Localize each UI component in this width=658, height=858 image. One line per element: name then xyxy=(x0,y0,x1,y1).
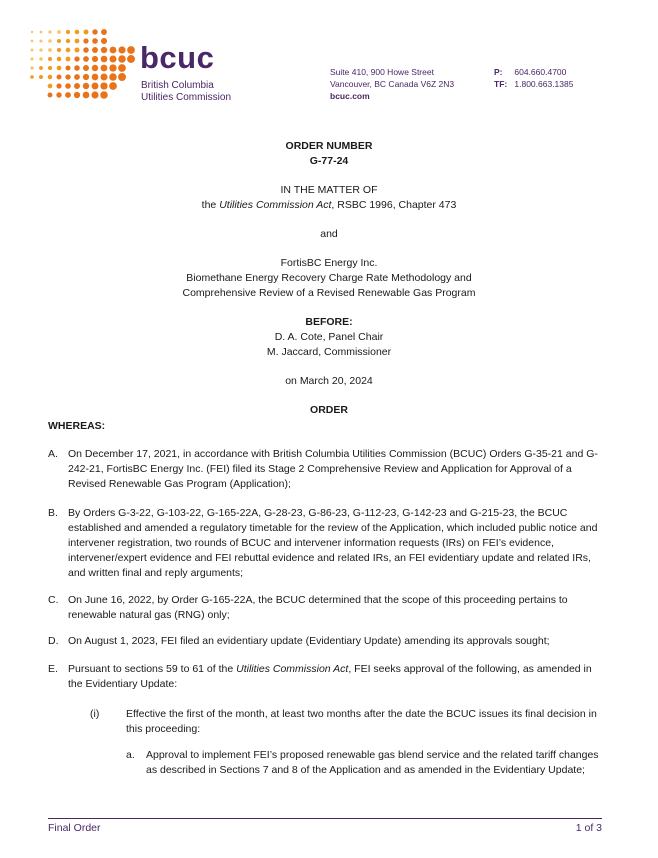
logo-dot xyxy=(56,92,61,97)
logo-dot xyxy=(48,30,51,33)
phone-number: 604.660.4700 xyxy=(514,67,567,77)
logo-dot xyxy=(92,74,99,81)
brand-line2: Utilities Commission xyxy=(141,92,232,103)
logo-dot xyxy=(109,55,116,62)
logo-dot xyxy=(109,64,116,71)
brand-subtitle xyxy=(141,80,231,104)
logo-dot xyxy=(31,31,33,33)
logo-dot xyxy=(83,65,89,71)
brand-name: bcuc xyxy=(140,40,215,75)
logo-dot xyxy=(83,29,88,34)
logo-dot xyxy=(66,57,71,62)
address-line1: Suite 410, 900 Howe Street xyxy=(330,67,434,77)
logo-dot xyxy=(91,91,98,98)
matter-line1: IN THE MATTER OF xyxy=(280,184,378,196)
matter-act: Utilities Commission Act xyxy=(219,199,332,211)
order-number: G-77-24 xyxy=(309,155,349,167)
item-text-act: Utilities Commission Act xyxy=(236,663,349,675)
logo-dot xyxy=(92,38,98,44)
whereas-item-b xyxy=(48,506,608,581)
applicant: FortisBC Energy Inc. xyxy=(280,257,378,269)
logo-dot xyxy=(57,66,62,71)
subsub-item-text: Approval to implement FEI’s proposed renewable gas blend service and the related tariff changes as described in Sections 7 and 8 of the Application and as amended in the Evidentiary Update; xyxy=(146,749,599,776)
item-text: On August 1, 2023, FEI filed an evidentiary update (Evidentiary Update) amending its approvals sought; xyxy=(68,635,550,647)
logo-dot xyxy=(118,64,126,72)
logo-dot xyxy=(39,75,43,79)
order-heading: ORDER xyxy=(310,404,348,416)
item-letter: C. xyxy=(48,594,59,606)
matter-prefix: the xyxy=(201,199,220,211)
whereas-item-e xyxy=(48,662,608,692)
item-text: On June 16, 2022, by Order G-165-22A, the BCUC determined that the scope of this proceeding pertains to renewable natural gas (RNG) only; xyxy=(68,594,568,621)
logo-dot xyxy=(74,74,80,80)
logo-dot xyxy=(39,57,43,61)
whereas-item-a xyxy=(48,447,608,492)
matter-suffix: , RSBC 1996, Chapter 473 xyxy=(331,199,457,211)
logo-dot xyxy=(48,66,52,70)
footer-divider xyxy=(48,818,602,819)
logo-dot xyxy=(56,83,61,88)
whereas-label: WHEREAS: xyxy=(48,420,106,432)
logo-dot xyxy=(65,65,70,70)
address-block xyxy=(330,66,454,102)
phone-label: P: xyxy=(494,67,503,77)
logo-dot xyxy=(75,30,80,35)
subject-line2: Comprehensive Review of a Revised Renewable Gas Program xyxy=(182,287,476,299)
logo-dot xyxy=(66,48,71,53)
logo-dot xyxy=(100,73,107,80)
sub-item-number: (i) xyxy=(90,708,100,720)
subsub-item-number: a. xyxy=(126,749,135,761)
logo-dot xyxy=(74,83,80,89)
logo-dot xyxy=(31,40,34,43)
item-letter: B. xyxy=(48,507,58,519)
logo-dot xyxy=(74,92,80,98)
logo-dot xyxy=(57,48,61,52)
logo-dot xyxy=(57,57,61,61)
logo-dot xyxy=(92,83,99,90)
logo-dot xyxy=(74,47,79,52)
logo-dot xyxy=(48,75,52,79)
logo-dot xyxy=(74,56,79,61)
logo-dot xyxy=(57,30,61,34)
item-letter: D. xyxy=(48,635,59,647)
logo-dot xyxy=(83,74,89,80)
footer-label: Final Order xyxy=(48,822,101,834)
order-date: on March 20, 2024 xyxy=(285,375,373,387)
page-number: 1 of 3 xyxy=(575,822,602,834)
logo-dot xyxy=(83,92,90,99)
logo-dot xyxy=(57,75,62,80)
sub-item-text: Effective the first of the month, at least two months after the date the BCUC issues its final decision in this proceeding: xyxy=(126,708,597,735)
logo-dot xyxy=(39,39,42,42)
logo-dot xyxy=(48,57,52,61)
logo-dot xyxy=(83,83,89,89)
logo-dot xyxy=(101,38,107,44)
logo-dot xyxy=(48,84,53,89)
logo-dot xyxy=(74,65,80,71)
logo-dot xyxy=(101,56,108,63)
subsub-item-a xyxy=(126,748,610,778)
logo-dot xyxy=(92,47,98,53)
logo-dot xyxy=(83,38,88,43)
logo-dot xyxy=(101,65,108,72)
logo-dot xyxy=(92,56,98,62)
logo-dot xyxy=(110,47,117,54)
logo-dot xyxy=(118,46,125,53)
logo-dot xyxy=(65,74,70,79)
subject-line1: Biomethane Energy Recovery Charge Rate Methodology and xyxy=(186,272,472,284)
logo-dot xyxy=(48,48,52,52)
logo-dot xyxy=(57,39,61,43)
logo-dot xyxy=(65,83,71,89)
item-letter: A. xyxy=(48,448,58,460)
logo-dot xyxy=(92,29,97,34)
sub-item-i xyxy=(90,707,610,737)
logo-dot xyxy=(83,47,88,52)
logo-dot xyxy=(48,39,52,43)
logo-dot xyxy=(30,57,33,60)
logo-dot xyxy=(118,73,126,81)
logo-dot xyxy=(92,65,98,71)
logo-dot xyxy=(31,49,34,52)
logo-dot xyxy=(30,75,34,79)
logo-dot xyxy=(127,46,135,54)
commissioner: M. Jaccard, Commissioner xyxy=(266,346,392,358)
item-text: On December 17, 2021, in accordance with British Columbia Utilities Commission (BCUC) Orders G-35-21 and G-242-21, FortisBC Energy Inc. (FEI) filed its Stage 2 Comprehensive Review and Application for Approval of a Revised Renewable Gas Program (Application); xyxy=(68,448,598,490)
bcuc-logo-icon xyxy=(28,28,138,100)
item-text-suffix: , FEI seeks approval of the following, as amended in the Evidentiary Update: xyxy=(68,663,592,690)
logo-dot xyxy=(66,39,70,43)
phone-block xyxy=(494,66,573,90)
logo-dot xyxy=(118,55,125,62)
and-text: and xyxy=(320,228,338,240)
website-link[interactable]: bcuc.com xyxy=(330,91,370,101)
logo-dot xyxy=(109,73,117,81)
item-letter: E. xyxy=(48,663,58,675)
logo-dot xyxy=(66,30,70,34)
brand-line1: British Columbia xyxy=(141,80,214,91)
logo-dot xyxy=(109,82,117,90)
logo-dot xyxy=(39,48,42,51)
logo-dot xyxy=(127,55,135,63)
logo-dot xyxy=(30,66,33,69)
item-text: By Orders G-3-22, G-103-22, G-165-22A, G-28-23, G-86-23, G-112-23, G-142-23 and G-215-23, the BCUC established and amended a regulatory timetable for the review of the Application, which included public notice and intervener registration, two rounds of BCUC and intervener information requests (IRs) on FEI’s evidence, intervener/expert evidence and FEI rebuttal evidence and related IRs, an FEI evidentiary update and related IRs, and written final and reply arguments; xyxy=(68,507,598,579)
whereas-item-d xyxy=(48,634,608,649)
whereas-item-c xyxy=(48,593,608,623)
order-title: ORDER NUMBER xyxy=(285,140,373,152)
matter-line2 xyxy=(0,198,658,213)
logo-dot xyxy=(100,82,107,89)
item-text xyxy=(68,662,608,692)
address-line2: Vancouver, BC Canada V6Z 2N3 xyxy=(330,79,455,89)
before-label: BEFORE: xyxy=(305,316,353,328)
tollfree-label: TF: xyxy=(494,79,508,89)
logo-dot xyxy=(48,93,53,98)
tollfree-number: 1.800.663.1385 xyxy=(514,79,574,89)
logo-dot xyxy=(83,56,89,62)
logo-dot xyxy=(39,66,43,70)
logo-dot xyxy=(75,39,80,44)
item-text-prefix: Pursuant to sections 59 to 61 of the xyxy=(68,663,237,675)
panel-chair: D. A. Cote, Panel Chair xyxy=(274,331,384,343)
logo-dot xyxy=(101,29,107,35)
logo-dot xyxy=(101,47,107,53)
logo-dot xyxy=(100,91,108,99)
logo-dot xyxy=(65,92,71,98)
logo-dot xyxy=(40,31,43,34)
